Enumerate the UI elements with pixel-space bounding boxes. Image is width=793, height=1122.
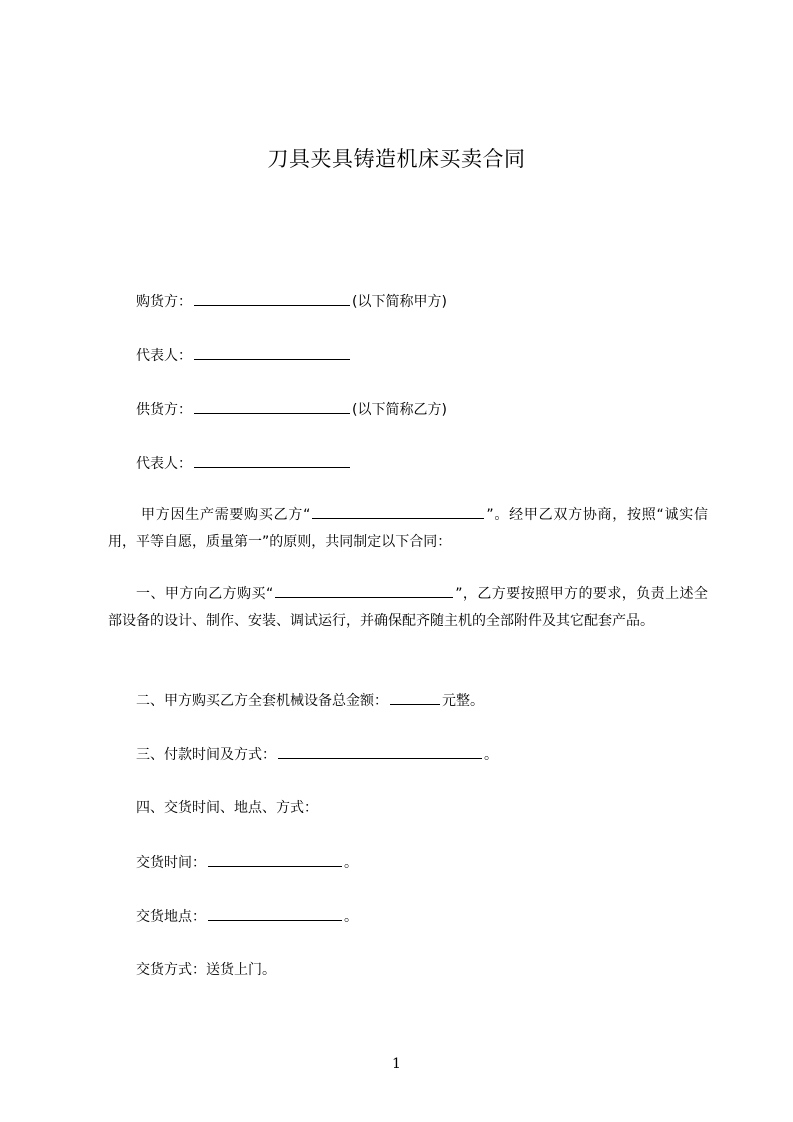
seller-label: 供货方： bbox=[136, 402, 192, 418]
clause-1 bbox=[108, 581, 708, 635]
intro-paragraph bbox=[108, 502, 708, 556]
clause-1-blank bbox=[275, 583, 453, 598]
clause-3-text-1: 三、付款时间及方式： bbox=[136, 747, 276, 763]
clause-1-text-1: 一、甲方向乙方购买“ bbox=[136, 586, 274, 602]
clause-2-text-2: 元整。 bbox=[442, 693, 484, 709]
seller-rep-label: 代表人： bbox=[136, 456, 192, 472]
delivery-time-blank bbox=[208, 852, 342, 867]
buyer-line bbox=[136, 291, 447, 312]
delivery-place-label: 交货地点： bbox=[136, 909, 206, 925]
clause-2-blank bbox=[390, 690, 440, 705]
seller-rep-line bbox=[136, 453, 352, 474]
intro-text-2: ”。经甲乙双方协商，按照“诚实信用，平等自愿，质量第一”的原则，共同制定以下合同： bbox=[108, 507, 708, 550]
seller-rep-blank bbox=[194, 453, 350, 468]
delivery-place-end: 。 bbox=[344, 909, 358, 925]
delivery-place-line bbox=[136, 906, 358, 927]
delivery-place-blank bbox=[208, 906, 342, 921]
clause-4: 四、交货时间、地点、方式： bbox=[136, 800, 318, 816]
delivery-time-line bbox=[136, 852, 358, 873]
buyer-blank bbox=[194, 291, 350, 306]
buyer-rep-label: 代表人： bbox=[136, 348, 192, 364]
page-number: 1 bbox=[392, 1056, 401, 1072]
intro-blank bbox=[312, 504, 484, 519]
buyer-rep-blank bbox=[194, 345, 350, 360]
buyer-note: (以下简称甲方) bbox=[352, 294, 447, 310]
clause-1-text-2: ”，乙方要按照甲方的要求，负责上述全部设备的设计、制作、安装、调试运行，并确保配齐随主机的全部附件及其它配套产品。 bbox=[108, 586, 708, 629]
clause-3-text-2: 。 bbox=[484, 747, 498, 763]
seller-line bbox=[136, 399, 447, 420]
delivery-method-line: 交货方式：送货上门。 bbox=[136, 962, 276, 978]
delivery-time-end: 。 bbox=[344, 855, 358, 871]
document-title: 刀具夹具铸造机床买卖合同 bbox=[267, 147, 526, 171]
clause-3-blank bbox=[278, 744, 482, 759]
seller-note: (以下简称乙方) bbox=[352, 402, 447, 418]
seller-blank bbox=[194, 399, 350, 414]
clause-2 bbox=[136, 690, 484, 711]
clause-2-text-1: 二、甲方购买乙方全套机械设备总金额： bbox=[136, 693, 388, 709]
intro-text-1: 甲方因生产需要购买乙方“ bbox=[141, 507, 311, 523]
buyer-label: 购货方： bbox=[136, 294, 192, 310]
delivery-time-label: 交货时间： bbox=[136, 855, 206, 871]
buyer-rep-line bbox=[136, 345, 352, 366]
clause-3 bbox=[136, 744, 498, 765]
